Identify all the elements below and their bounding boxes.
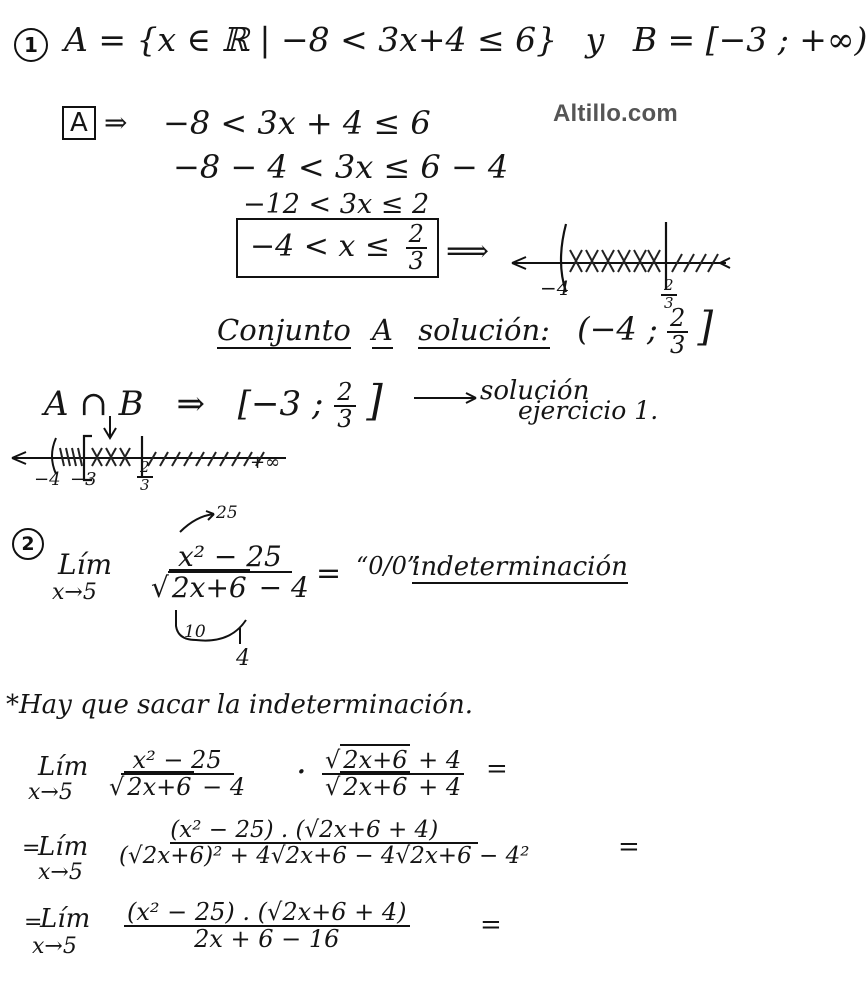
conjunto-label: Conjunto <box>217 313 351 347</box>
interval-frac-den: 3 <box>669 331 686 359</box>
number-line-2-infinity: +∞ <box>250 452 281 473</box>
annotation-25: 25 <box>216 503 238 523</box>
solucion-note: solución <box>480 376 590 406</box>
number-line-1-minus-4: −4 <box>540 276 570 300</box>
limit-2-denominator: √ 2x+6 − 4 <box>109 773 246 802</box>
step-2: −8 − 4 < 3x ≤ 6 − 4 <box>173 148 509 186</box>
limit-3-sub: x→5 <box>38 860 83 885</box>
conjugate-denominator: √ 2x+6 + 4 <box>325 773 462 802</box>
intersection-arrow: ⇒ <box>176 384 205 424</box>
line-2-prefix: = <box>22 836 41 861</box>
nl1-frac-num: 2 <box>661 278 677 296</box>
ejercicio-note: ejercicio 1. <box>518 396 659 425</box>
annotation-4: 4 <box>236 646 250 671</box>
conjunto-a-label: A <box>372 313 393 347</box>
line-3-prefix: = <box>24 910 43 935</box>
set-a-definition: A = {x ∈ ℝ | −8 < 3x+4 ≤ 6} <box>64 20 558 59</box>
limit-2-numerator: x² − 25 <box>121 748 234 775</box>
conjugate-fraction <box>322 748 464 800</box>
limit-2-lim: Lím <box>38 752 89 782</box>
limit-2-fraction <box>106 748 248 800</box>
limit-1-equals: = <box>316 556 342 591</box>
number-line-2-minus-4: −4 <box>34 469 61 490</box>
conj-den-radicand: 2x+6 <box>340 771 410 801</box>
line-2-equals: = <box>618 832 640 862</box>
limit-1-den-rest: − 4 <box>258 571 309 605</box>
limit-1-denominator: √ 2x+6 − 4 <box>151 571 309 605</box>
annotation-10: 10 <box>184 622 206 642</box>
connector-y: y <box>585 20 605 59</box>
implication-arrow-2: ⟹ <box>446 234 490 269</box>
nl2-frac-den: 3 <box>140 475 150 494</box>
exercise-2-number: 2 <box>12 528 44 560</box>
line-1-equals: = <box>486 754 508 784</box>
solution-a-inequality: −4 < x ≤ <box>250 229 391 265</box>
conj-den-rest: + 4 <box>418 773 462 802</box>
indeterminacion-label: indeterminación <box>412 552 628 582</box>
limit-1-lim: Lím <box>58 548 113 581</box>
limit-4-sub: x→5 <box>32 934 77 959</box>
implication-arrow-1: ⇒ <box>104 106 128 139</box>
fraction-numerator: 2 <box>406 222 427 249</box>
line-2-denominator: (√2x+6)² + 4√2x+6 − 4√2x+6 − 4² <box>119 843 530 870</box>
nl2-frac-num: 2 <box>137 460 153 478</box>
limit-2-dot: · <box>296 752 307 792</box>
intersection-interval-left: [−3 ; <box>237 384 324 424</box>
solution-interval-right: ] <box>697 304 714 350</box>
line-3-denominator: 2x + 6 − 16 <box>194 925 340 954</box>
nl1-frac-den: 3 <box>664 293 674 312</box>
line-3-fraction <box>124 900 410 952</box>
limit-1-radicand: 2x+6 <box>169 569 250 604</box>
limit-1-numerator: x² − 25 <box>168 542 292 573</box>
line-3-equals: = <box>480 910 502 940</box>
limit-1-sub: x→5 <box>52 580 97 605</box>
interval-frac-num: 2 <box>667 306 688 333</box>
set-b-definition: B = [−3 ; +∞) <box>632 20 867 59</box>
limit-4-lim: Lím <box>40 904 91 934</box>
step-3: −12 < 3x ≤ 2 <box>243 189 430 220</box>
number-line-2-minus-3: −3 <box>70 469 97 490</box>
fraction-denominator: 3 <box>408 247 424 276</box>
zero-over-zero: “0/0” <box>356 552 420 580</box>
intersection-expr: A ∩ B <box>44 384 144 424</box>
conj-num-radicand: 2x+6 <box>340 744 410 774</box>
limit-3-lim: Lím <box>38 832 89 862</box>
line-2-numerator: (x² − 25) . (√2x+6 + 4) <box>170 818 478 844</box>
limit-2-sub: x→5 <box>28 780 73 805</box>
intersection-frac-num: 2 <box>334 380 355 407</box>
limit-2-radicand: 2x+6 <box>124 771 194 801</box>
step-1: −8 < 3x + 4 ≤ 6 <box>163 104 431 142</box>
solucion-label: solución: <box>418 313 550 347</box>
exercise-1-number: 1 <box>14 28 48 62</box>
intersection-interval-right: ] <box>366 376 383 425</box>
set-a-label-box: A <box>62 106 96 140</box>
limit-2-den-rest: − 4 <box>202 773 246 802</box>
solution-interval-left: (−4 ; <box>577 310 658 348</box>
line-3-numerator: (x² − 25) . (√2x+6 + 4) <box>124 900 410 927</box>
conjugate-numerator: √ 2x+6 + 4 <box>322 748 464 775</box>
line-2-fraction <box>116 818 532 868</box>
conj-num-rest: + 4 <box>418 746 462 774</box>
intersection-frac-den: 3 <box>337 405 353 433</box>
note-hay-que-sacar: *Hay que sacar la indeterminación. <box>6 690 473 720</box>
watermark: Altillo.com <box>553 100 678 127</box>
